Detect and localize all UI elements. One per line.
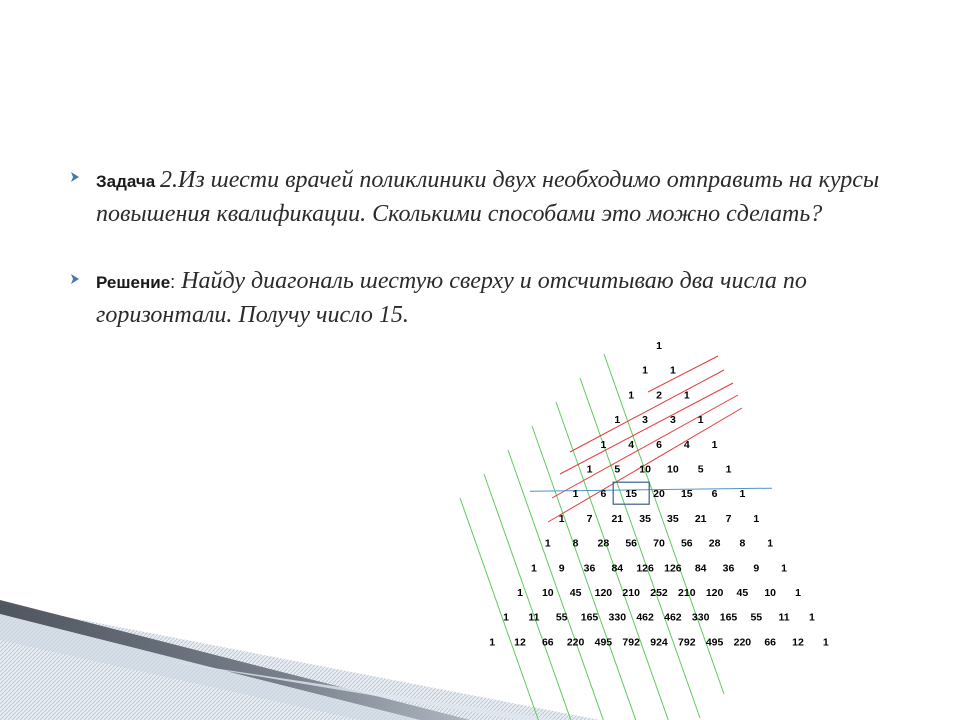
- triangle-number: 1: [822, 636, 829, 649]
- triangle-number: 45: [736, 587, 749, 599]
- triangle-number: 1: [669, 364, 676, 377]
- triangle-number: 220: [733, 636, 752, 649]
- triangle-number: 1: [572, 488, 579, 501]
- triangle-number: 126: [636, 562, 654, 575]
- triangle-number: 462: [636, 611, 654, 624]
- triangle-number: 10: [639, 463, 651, 476]
- triangle-number: 21: [694, 512, 707, 525]
- triangle-number: 7: [586, 512, 593, 525]
- triangle-number: 1: [600, 438, 607, 451]
- triangle-number: 28: [597, 537, 610, 550]
- triangle-number: 8: [739, 537, 746, 550]
- triangle-number: 1: [517, 587, 523, 599]
- triangle-number: 10: [764, 587, 777, 599]
- triangle-number: 1: [544, 537, 551, 550]
- triangle-number: 28: [708, 537, 721, 550]
- red-diagonal-line: [570, 370, 724, 452]
- triangle-number: 56: [680, 537, 693, 550]
- solution-lead: Решение: [96, 273, 171, 292]
- triangle-number: 5: [697, 463, 704, 476]
- triangle-number: 210: [622, 587, 640, 599]
- triangle-number: 165: [580, 611, 599, 624]
- triangle-number: 1: [656, 340, 662, 352]
- triangle-number: 1: [642, 364, 649, 377]
- triangle-number: 70: [653, 537, 665, 550]
- triangle-number: 330: [691, 611, 710, 624]
- triangle-number: 495: [705, 636, 724, 649]
- triangle-number: 1: [503, 611, 510, 624]
- triangle-number: 1: [739, 488, 746, 501]
- triangle-number: 210: [678, 587, 696, 599]
- triangle-number: 924: [650, 636, 668, 649]
- triangle-number: 21: [611, 512, 624, 525]
- triangle-number: 1: [683, 389, 690, 402]
- task-lead: Задача: [96, 172, 160, 191]
- triangle-number: 11: [778, 611, 790, 624]
- triangle-number: 9: [558, 562, 565, 575]
- triangle-number: 1: [530, 562, 537, 575]
- task-number: 2.: [159, 167, 178, 193]
- triangle-number: 35: [667, 512, 679, 525]
- triangle-number: 1: [767, 537, 774, 550]
- triangle-number: 120: [594, 587, 613, 599]
- triangle-number: 1: [586, 463, 593, 476]
- triangle-number: 1: [808, 611, 815, 624]
- solution-text: Найду диагональ шестую сверху и отсчитываю два числа по горизонтали. Получу число 15.: [96, 268, 807, 328]
- triangle-number: 2: [656, 389, 662, 402]
- triangle-number: 11: [528, 611, 540, 624]
- triangle-number: 3: [669, 414, 676, 427]
- triangle-number: 165: [719, 611, 738, 624]
- triangle-number: 1: [753, 512, 760, 525]
- triangle-number: 45: [569, 587, 582, 599]
- triangle-number: 4: [683, 438, 690, 451]
- triangle-number: 330: [608, 611, 627, 624]
- triangle-number: 36: [583, 562, 596, 575]
- triangle-number: 15: [625, 488, 638, 501]
- triangle-number: 12: [514, 636, 526, 649]
- triangle-number: 55: [555, 611, 568, 624]
- triangle-number: 66: [541, 636, 554, 649]
- triangle-number: 15: [680, 488, 693, 501]
- triangle-number: 4: [628, 438, 635, 451]
- triangle-number: 5: [614, 463, 621, 476]
- triangle-number: 36: [722, 562, 735, 575]
- triangle-number: 55: [750, 611, 763, 624]
- triangle-number: 495: [594, 636, 613, 649]
- triangle-number: 12: [792, 636, 804, 649]
- triangle-number: 6: [711, 488, 718, 501]
- solution-colon: :: [170, 272, 176, 292]
- triangle-number: 84: [694, 562, 707, 575]
- red-diagonal-line: [648, 356, 718, 392]
- triangle-number: 792: [678, 636, 696, 649]
- triangle-number: 1: [628, 389, 635, 402]
- triangle-number: 9: [753, 562, 760, 575]
- triangle-number: 792: [622, 636, 640, 649]
- triangle-number: 462: [664, 611, 682, 624]
- triangle-number: 252: [650, 587, 668, 599]
- triangle-number: 220: [566, 636, 585, 649]
- triangle-number: 6: [600, 488, 607, 501]
- triangle-number: 20: [653, 488, 665, 501]
- triangle-number: 66: [764, 636, 777, 649]
- triangle-number: 1: [725, 463, 732, 476]
- triangle-number: 84: [611, 562, 624, 575]
- triangle-number: 10: [541, 587, 554, 599]
- triangle-number: 8: [572, 537, 579, 550]
- triangle-number: 56: [625, 537, 638, 550]
- triangle-number: 3: [642, 414, 649, 427]
- triangle-number: 1: [781, 562, 788, 575]
- triangle-number: 1: [489, 636, 496, 649]
- triangle-number: 10: [667, 463, 679, 476]
- green-diagonal-line: [460, 498, 580, 720]
- triangle-number: 1: [614, 414, 621, 427]
- triangle-number: 1: [795, 587, 801, 599]
- triangle-number: 126: [664, 562, 682, 575]
- triangle-number: 7: [725, 512, 732, 525]
- triangle-number: 1: [558, 512, 565, 525]
- task-text: Из шести врачей поликлиники двух необходимо отправить на курсы повышения квалификации. Сколькими способами это можно сделать?: [96, 167, 880, 227]
- triangle-number: 6: [656, 438, 662, 451]
- triangle-number: 35: [639, 512, 651, 525]
- triangle-number: 1: [697, 414, 704, 427]
- triangle-number: 1: [711, 438, 718, 451]
- triangle-number: 120: [705, 587, 724, 599]
